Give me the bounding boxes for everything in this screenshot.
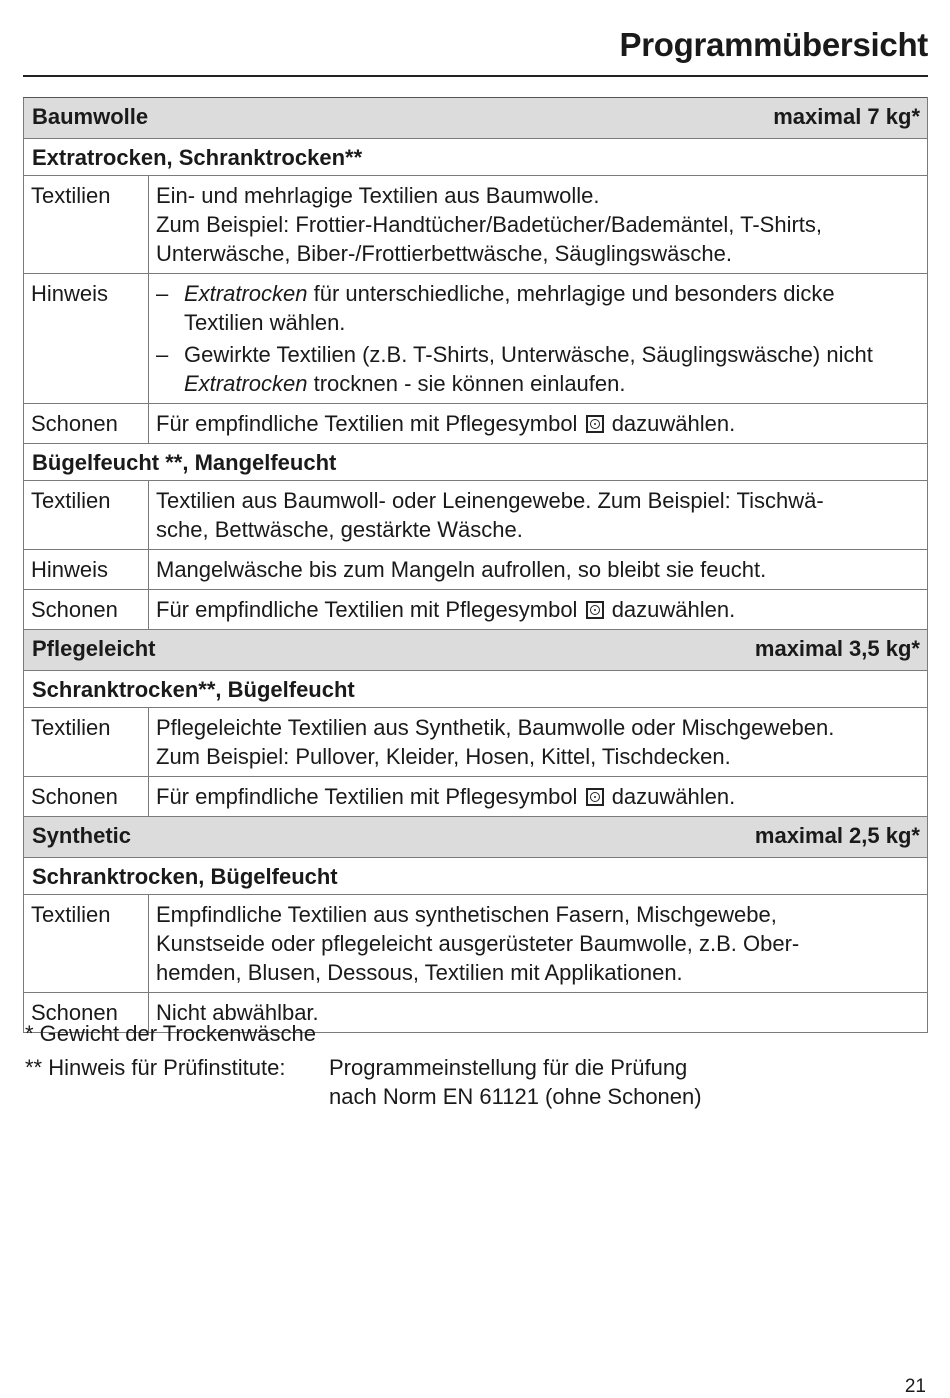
- desc-line: Nicht abwählbar.: [156, 1000, 319, 1025]
- subgroup-title: Extratrocken, Schranktrocken**: [24, 139, 928, 176]
- row-description: [149, 708, 928, 777]
- row-description: [149, 590, 928, 630]
- row-description: [149, 481, 928, 550]
- hint-text: Gewirkte Textilien (z.B. T-Shirts, Unterwäsche, Säuglingswäsche) nicht: [184, 342, 873, 367]
- gentle-care-symbol-icon: [586, 415, 604, 433]
- list-item: [156, 340, 919, 398]
- subgroup-header: [24, 444, 928, 481]
- max-load: maximal 2,5 kg*: [754, 823, 920, 848]
- table-row: [24, 590, 928, 630]
- footnote-line: nach Norm EN 61121 (ohne Schonen): [329, 1084, 702, 1109]
- row-label: Textilien: [24, 481, 149, 550]
- table-row: [24, 404, 928, 444]
- footnote-line: Programmeinstellung für die Prüfung: [329, 1055, 688, 1080]
- program-name: Pflegeleicht: [32, 636, 156, 661]
- row-description: [149, 404, 928, 444]
- row-label: Schonen: [24, 590, 149, 630]
- program-option-emphasis: Extratrocken: [184, 281, 308, 306]
- row-description: [149, 895, 928, 993]
- gentle-care-symbol-icon: [586, 788, 604, 806]
- desc-text: Für empfindliche Textilien mit Pflegesymbol: [156, 784, 578, 809]
- desc-line: Empfindliche Textilien aus synthetischen Fasern, Mischgewebe,: [156, 902, 777, 927]
- subgroup-header: [24, 858, 928, 895]
- table-row: [24, 708, 928, 777]
- desc-line: sche, Bettwäsche, gestärkte Wäsche.: [156, 517, 523, 542]
- desc-line: Textilien aus Baumwoll- oder Leinengewebe. Zum Beispiel: Tischwä-: [156, 488, 824, 513]
- program-header-pflegeleicht: [24, 630, 928, 671]
- footnote-testing-text: [329, 1053, 702, 1111]
- row-description: [149, 550, 928, 590]
- program-name: Baumwolle: [32, 104, 149, 129]
- desc-text: dazuwählen.: [611, 411, 736, 436]
- row-description: [149, 777, 928, 817]
- program-header-baumwolle: [24, 98, 928, 139]
- title-divider: [23, 75, 928, 77]
- desc-line: Zum Beispiel: Frottier-Handtücher/Badetücher/Bademäntel, T-Shirts,: [156, 212, 823, 237]
- subgroup-header: [24, 671, 928, 708]
- hint-text: für unterschiedliche, mehrlagige und besonders dicke Textilien wählen.: [184, 281, 835, 335]
- table-row: [24, 481, 928, 550]
- desc-line: Pflegeleichte Textilien aus Synthetik, Baumwolle oder Mischgeweben.: [156, 715, 835, 740]
- row-label: Schonen: [24, 777, 149, 817]
- table-row: [24, 895, 928, 993]
- desc-line: Kunstseide oder pflegeleicht ausgerüsteter Baumwolle, z.B. Ober-: [156, 931, 800, 956]
- desc-line: Zum Beispiel: Pullover, Kleider, Hosen, Kittel, Tischdecken.: [156, 744, 731, 769]
- program-option-emphasis: Extratrocken: [184, 371, 308, 396]
- page-title: Programmübersicht: [619, 26, 928, 63]
- desc-text: Für empfindliche Textilien mit Pflegesymbol: [156, 597, 578, 622]
- row-description: [149, 274, 928, 404]
- program-header-synthetic: [24, 817, 928, 858]
- dash-marker: –: [156, 342, 169, 367]
- desc-text: Für empfindliche Textilien mit Pflegesymbol: [156, 411, 578, 436]
- table-row: [24, 274, 928, 404]
- row-label: Textilien: [24, 895, 149, 993]
- row-label: Textilien: [24, 176, 149, 274]
- table-row: [24, 550, 928, 590]
- desc-line: Unterwäsche, Biber-/Frottierbettwäsche, Säuglingswäsche.: [156, 241, 732, 266]
- row-label: Textilien: [24, 708, 149, 777]
- row-description: [149, 176, 928, 274]
- desc-line: Mangelwäsche bis zum Mangeln aufrollen, so bleibt sie feucht.: [156, 557, 767, 582]
- desc-line: Ein- und mehrlagige Textilien aus Baumwolle.: [156, 183, 600, 208]
- hint-list: [156, 279, 919, 398]
- dash-marker: –: [156, 281, 169, 306]
- desc-text: dazuwählen.: [611, 597, 736, 622]
- gentle-care-symbol-icon: [586, 601, 604, 619]
- program-overview-table: [23, 97, 928, 1033]
- footnote-weight: * Gewicht der Trockenwäsche: [25, 1021, 317, 1046]
- max-load: maximal 7 kg*: [773, 104, 920, 129]
- subgroup-title: Schranktrocken**, Bügelfeucht: [24, 671, 928, 708]
- row-label: Schonen: [24, 404, 149, 444]
- page-number: 21: [904, 1376, 926, 1397]
- footnote-testing-label: ** Hinweis für Prüfinstitute:: [25, 1055, 286, 1080]
- subgroup-title: Bügelfeucht **, Mangelfeucht: [24, 444, 928, 481]
- list-item: [156, 279, 919, 337]
- subgroup-header: [24, 139, 928, 176]
- hint-text: trocknen - sie können einlaufen.: [307, 371, 626, 396]
- row-label: Hinweis: [24, 274, 149, 404]
- table-row: [24, 176, 928, 274]
- subgroup-title: Schranktrocken, Bügelfeucht: [24, 858, 928, 895]
- table-row: [24, 777, 928, 817]
- row-label: Hinweis: [24, 550, 149, 590]
- row-label: Schonen: [24, 993, 149, 1033]
- desc-line: hemden, Blusen, Dessous, Textilien mit Applikationen.: [156, 960, 683, 985]
- max-load: maximal 3,5 kg*: [754, 636, 920, 661]
- program-name: Synthetic: [32, 823, 132, 848]
- desc-text: dazuwählen.: [611, 784, 736, 809]
